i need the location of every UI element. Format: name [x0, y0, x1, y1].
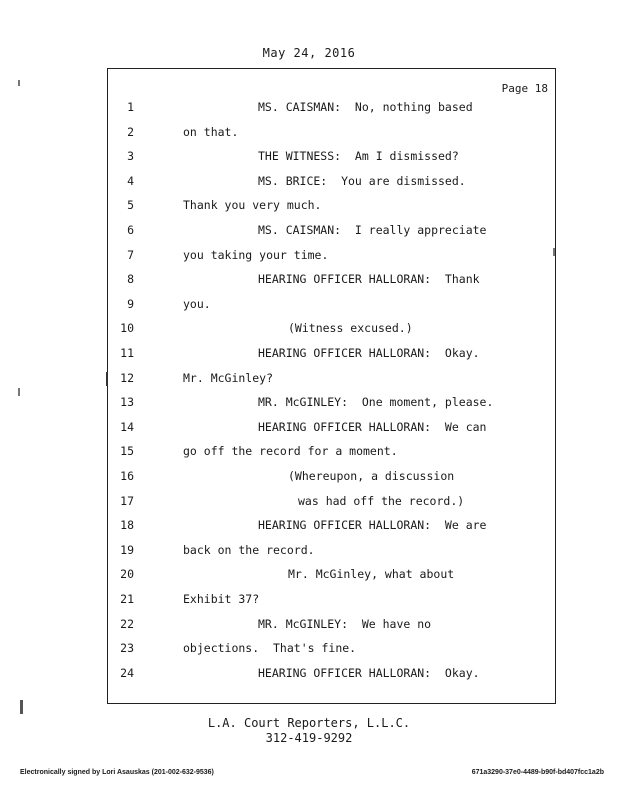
line-text: MS. CAISMAN: No, nothing based — [258, 100, 473, 114]
line-number: 11 — [120, 346, 134, 360]
transcript-line — [0, 420, 618, 445]
court-reporter-company: L.A. Court Reporters, L.L.C. — [207, 716, 411, 730]
line-text: HEARING OFFICER HALLORAN: Thank — [258, 272, 480, 287]
line-text: you taking your time. — [183, 247, 329, 262]
line-number: 12 — [120, 370, 134, 385]
line-number: 8 — [127, 272, 134, 287]
line-number: 9 — [127, 296, 134, 311]
line-text: (Witness excused.) — [288, 321, 413, 336]
transcript-line — [0, 592, 618, 617]
line-number: 24 — [120, 665, 134, 680]
line-number: 14 — [120, 419, 134, 434]
line-text: you. — [183, 296, 211, 311]
transcript-line — [0, 641, 618, 666]
line-number: 7 — [127, 247, 134, 262]
scan-speck — [18, 388, 20, 396]
transcript-line — [0, 666, 618, 691]
transcript-line — [0, 494, 618, 519]
line-number: 16 — [120, 469, 134, 483]
transcript-line — [0, 321, 618, 346]
transcript-line — [0, 297, 618, 322]
transcript-line — [0, 444, 618, 469]
transcript-line — [0, 198, 618, 223]
line-text: (Whereupon, a discussion — [288, 469, 455, 483]
line-number: 3 — [127, 149, 134, 164]
line-text: was had off the record.) — [298, 493, 465, 508]
line-text: back on the record. — [183, 542, 315, 557]
line-text: Thank you very much. — [183, 198, 322, 213]
document-id: 671a3290-37e0-4489-b90f-bd407fcc1a2b — [471, 769, 604, 776]
transcript-line — [0, 149, 618, 174]
line-number: 19 — [120, 542, 134, 557]
line-text: Mr. McGinley, what about — [288, 567, 455, 582]
transcript-line — [0, 248, 618, 273]
line-text: go off the record for a moment. — [183, 444, 398, 459]
line-number: 20 — [120, 567, 134, 582]
scan-speck — [106, 372, 108, 386]
line-number: 22 — [120, 616, 134, 631]
line-text: objections. That's fine. — [183, 641, 357, 656]
scan-speck — [18, 80, 20, 86]
transcript-line — [0, 543, 618, 568]
line-number: 17 — [120, 493, 134, 508]
page-number: Page 18 — [501, 82, 548, 95]
court-reporter-phone: 312-419-9292 — [265, 731, 353, 745]
line-number: 23 — [120, 641, 134, 656]
line-text: MS. BRICE: You are dismissed. — [258, 173, 466, 188]
line-number: 4 — [127, 173, 134, 188]
line-text: HEARING OFFICER HALLORAN: Okay. — [258, 346, 480, 360]
line-text: HEARING OFFICER HALLORAN: We can — [258, 419, 487, 434]
line-text: MR. McGINLEY: We have no — [258, 616, 432, 631]
transcript-line — [0, 100, 618, 125]
line-number: 5 — [127, 198, 134, 213]
transcript-line — [0, 272, 618, 297]
line-text: on that. — [183, 124, 239, 139]
line-text: HEARING OFFICER HALLORAN: Okay. — [258, 665, 480, 680]
transcript-date: May 24, 2016 — [262, 46, 356, 60]
line-text: HEARING OFFICER HALLORAN: We are — [258, 518, 487, 533]
line-number: 21 — [120, 592, 134, 606]
line-text: Exhibit 37? — [183, 592, 260, 606]
line-number: 13 — [120, 395, 134, 410]
transcript-line — [0, 223, 618, 248]
line-number: 15 — [120, 444, 134, 459]
transcript-line — [0, 567, 618, 592]
line-number: 18 — [120, 518, 134, 533]
transcript-line — [0, 125, 618, 150]
transcript-line — [0, 518, 618, 543]
line-text: THE WITNESS: Am I dismissed? — [258, 149, 459, 164]
transcript-line — [0, 174, 618, 199]
transcript-line — [0, 395, 618, 420]
line-number: 2 — [127, 124, 134, 139]
electronic-signature: Electronically signed by Lori Asauskas (201-002-632-9536) — [20, 769, 214, 776]
transcript-line — [0, 617, 618, 642]
transcript-line — [0, 371, 618, 396]
line-text: MR. McGINLEY: One moment, please. — [258, 395, 494, 410]
scan-speck — [553, 248, 555, 256]
line-number: 1 — [127, 100, 134, 114]
line-number: 6 — [127, 223, 134, 237]
transcript-line — [0, 346, 618, 371]
scan-speck — [20, 700, 23, 714]
line-text: Mr. McGinley? — [183, 370, 274, 385]
line-number: 10 — [120, 321, 134, 336]
transcript-line — [0, 469, 618, 494]
line-text: MS. CAISMAN: I really appreciate — [258, 223, 487, 237]
